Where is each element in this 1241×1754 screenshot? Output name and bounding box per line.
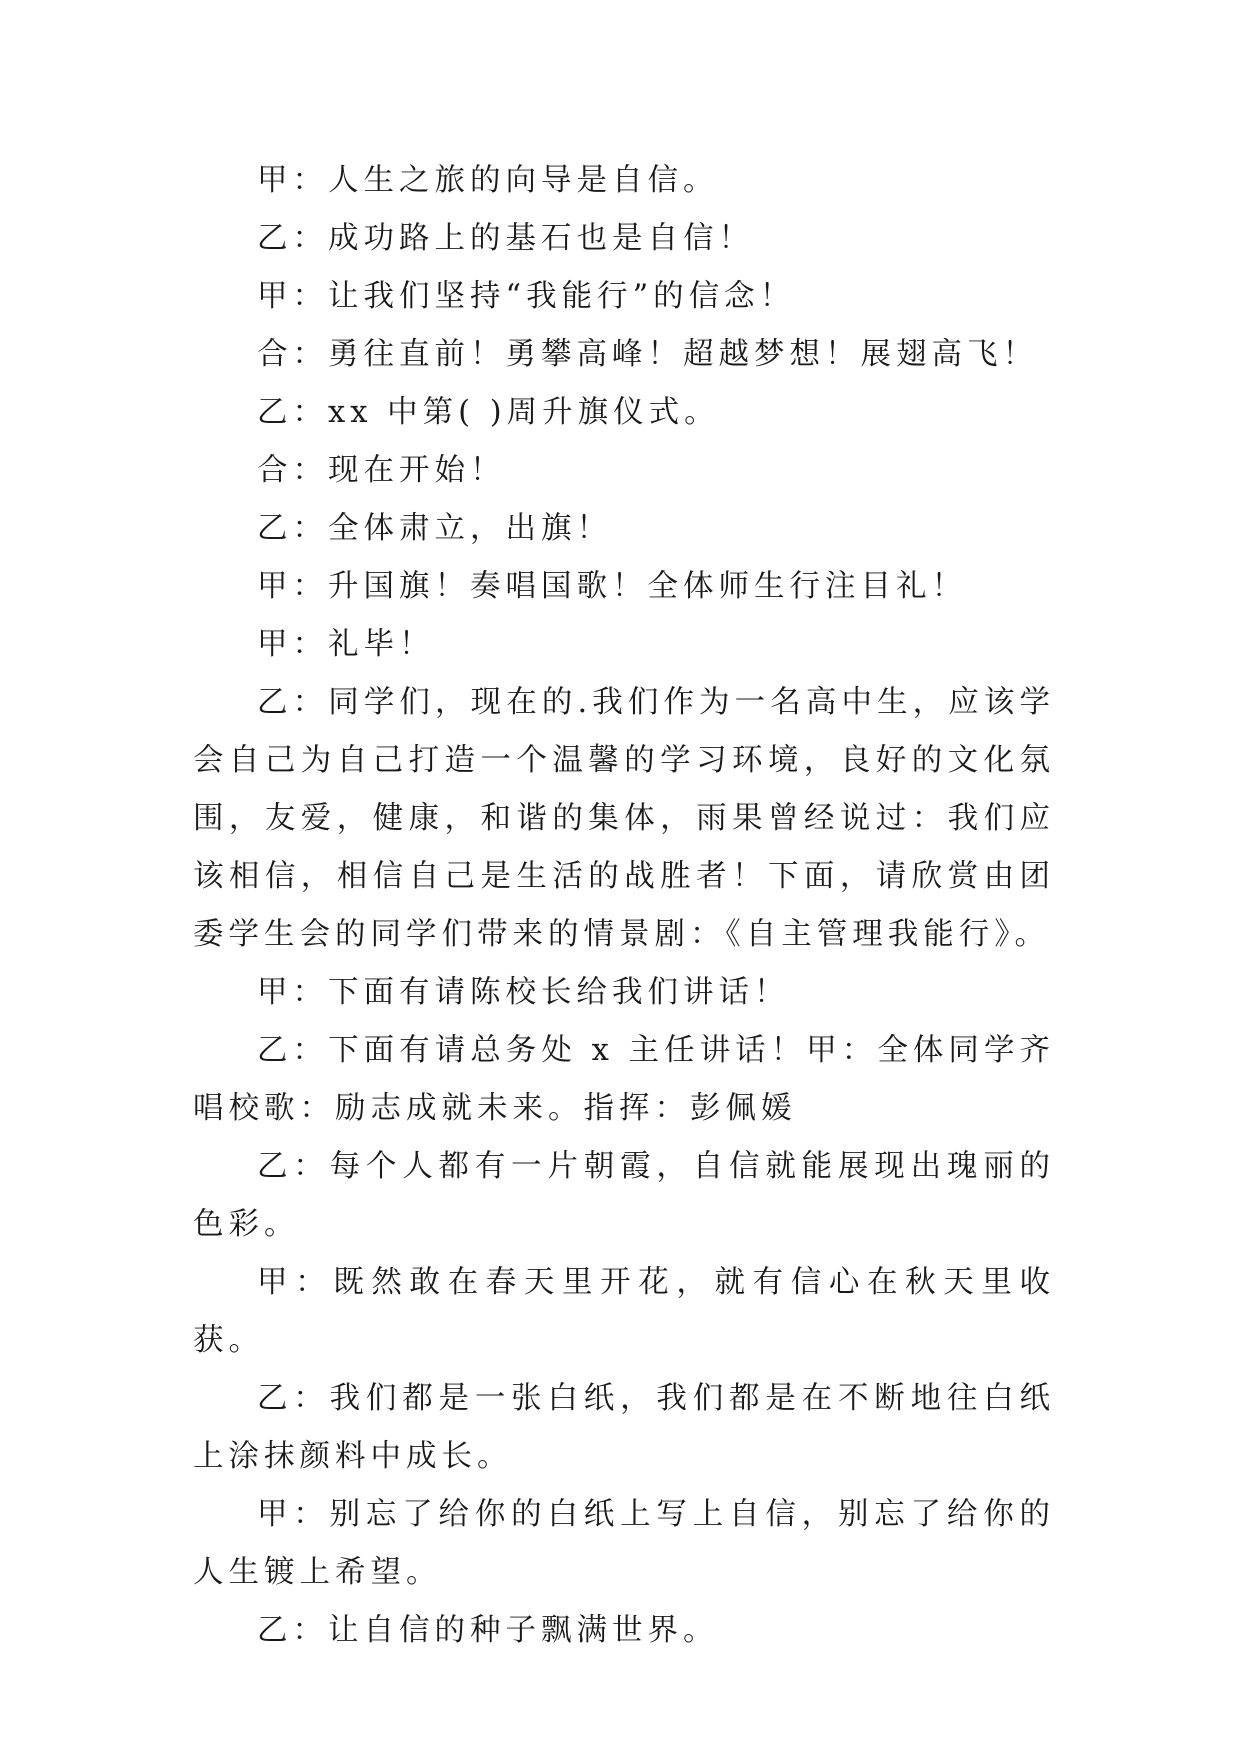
script-paragraph: 乙：下面有请总务处 x 主任讲话！甲：全体同学齐唱校歌：励志成就未来。指挥：彭佩媛 [193, 1033, 1055, 1126]
document-body [193, 152, 1055, 1660]
script-line: 合：勇往直前！勇攀高峰！超越梦想！展翅高飞！ [257, 337, 1038, 372]
script-line: 甲：升国旗！奏唱国歌！全体师生行注目礼！ [257, 569, 967, 604]
script-line: 甲：人生之旅的向导是自信。 [257, 163, 719, 198]
script-paragraph: 乙：同学们，现在的.我们作为一名高中生，应该学会自己为自己打造一个温馨的学习环境，良好的文化氛围，友爱，健康，和谐的集体，雨果曾经说过：我们应该相信，相信自己是生活的战胜者！下面，请欣赏由团委学生会的同学们带来的情景剧：《自主管理我能行》。 [193, 685, 1055, 952]
script-line: 合：现在开始！ [257, 453, 506, 488]
script-line: 甲：让我们坚持“我能行”的信念！ [257, 279, 796, 314]
script-line: 乙：成功路上的基石也是自信！ [257, 221, 754, 256]
script-line: 甲：礼毕！ [257, 627, 435, 662]
script-paragraph: 甲：别忘了给你的白纸上写上自信，别忘了给你的人生镀上希望。 [193, 1497, 1055, 1590]
script-line: 乙：让自信的种子飘满世界。 [257, 1613, 719, 1648]
script-line: 甲：既然敢在春天里开花，就有信心在秋天里收获。 [193, 1265, 1055, 1358]
script-line: 乙：xx 中第( )周升旗仪式。 [257, 395, 720, 430]
script-line: 乙：全体肃立，出旗！ [257, 511, 612, 546]
script-paragraph: 乙：我们都是一张白纸，我们都是在不断地往白纸上涂抹颜料中成长。 [193, 1381, 1055, 1474]
script-line: 甲：下面有请陈校长给我们讲话！ [257, 975, 790, 1010]
script-line: 乙：每个人都有一片朝霞，自信就能展现出瑰丽的色彩。 [193, 1149, 1055, 1242]
